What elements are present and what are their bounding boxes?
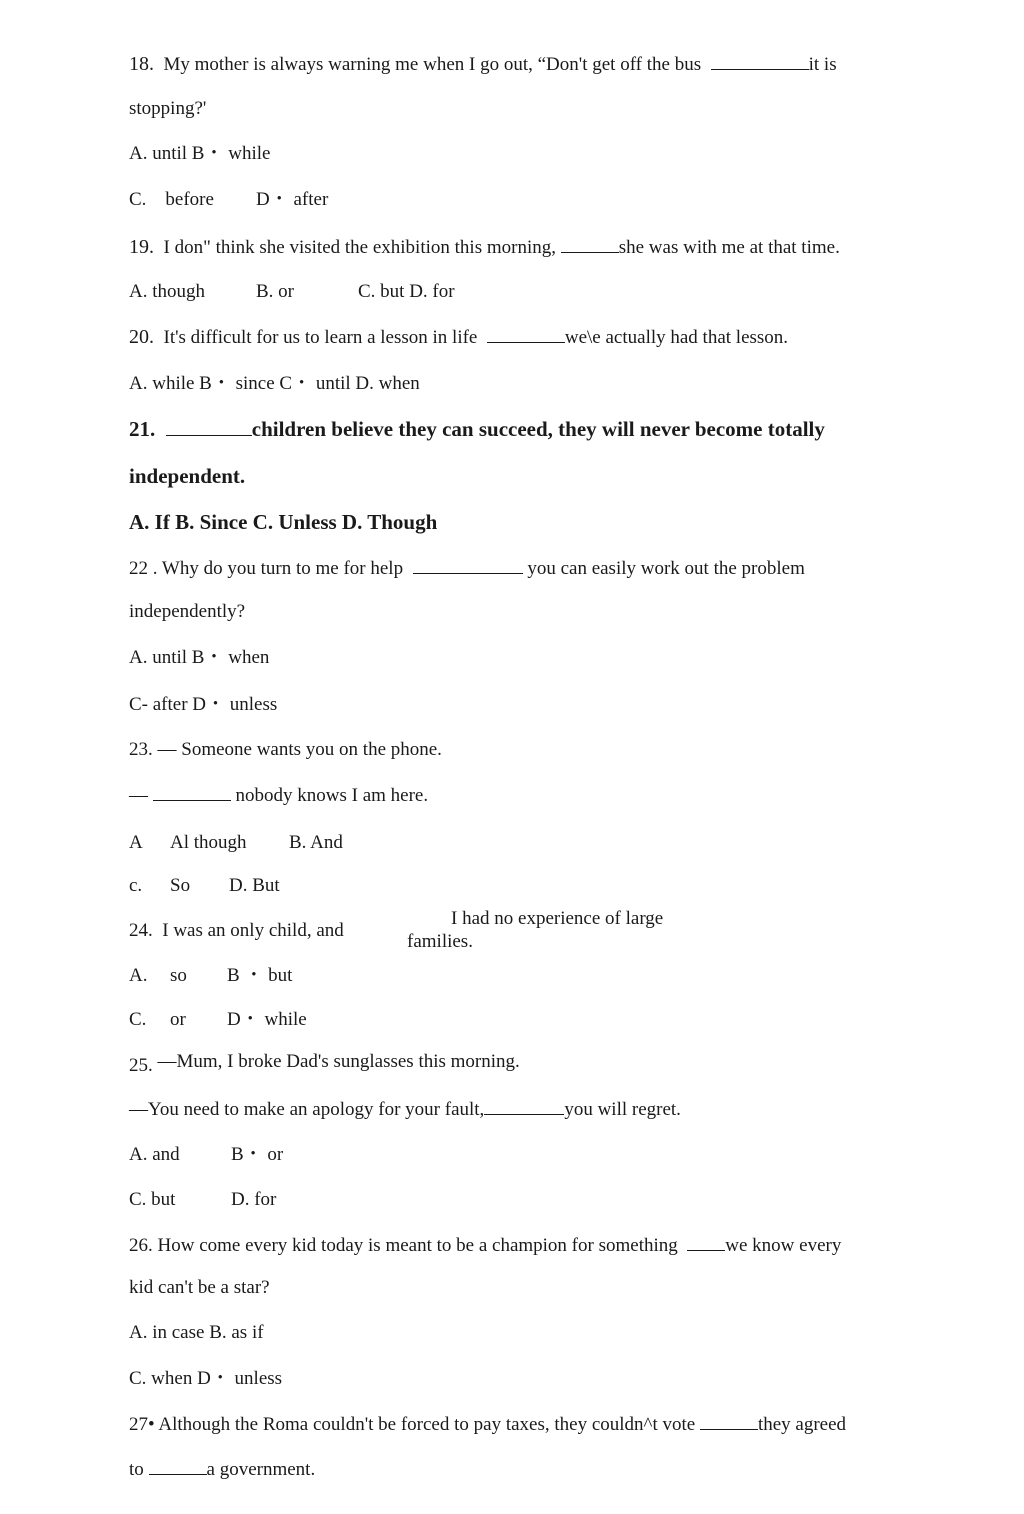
question-text: It's difficult for us to learn a lesson in life [163, 327, 478, 348]
answer-blank [487, 325, 565, 343]
question-text: you will regret. [564, 1099, 681, 1120]
question-26-options-1: A. in case B. as if [129, 1322, 264, 1343]
question-24-right-text-1: I had no experience of large [451, 908, 664, 929]
question-24-option-c-letter: C. [129, 1009, 147, 1030]
question-26-options-2: C. when D・ unless [129, 1368, 283, 1389]
question-text: she was with me at that time. [618, 237, 840, 258]
question-text: we know every [725, 1235, 842, 1256]
question-text: —Mum, I broke Dad's sunglasses this morning. [157, 1051, 520, 1072]
question-22-line-1 [129, 556, 805, 581]
question-23-option-a: Al though [170, 832, 247, 853]
question-18-line-1 [129, 52, 837, 77]
question-23-option-a-letter: A [129, 832, 143, 853]
question-text: Why do you turn to me for help [161, 558, 404, 579]
question-23-option-c-letter: c. [129, 875, 143, 896]
question-24-right-text-2: families. [407, 931, 473, 952]
question-text: children believe they can succeed, they will never become totally [251, 417, 825, 441]
question-23-option-b: B. And [289, 832, 343, 853]
question-22-line-2: independently? [129, 601, 246, 622]
question-25-option-c: C. but [129, 1189, 176, 1210]
question-25-line-1 [129, 1050, 520, 1074]
question-23-option-c: So [170, 875, 191, 896]
question-text: to [129, 1459, 144, 1480]
question-number: 18. [129, 53, 154, 75]
question-23-line-2 [129, 783, 428, 808]
question-21-line-1 [129, 417, 825, 441]
question-text: My mother is always warning me when I go out, “Don't get off the bus [163, 54, 702, 75]
question-20-line-1 [129, 325, 788, 350]
answer-blank [700, 1412, 758, 1430]
question-26-line-1 [129, 1233, 841, 1258]
question-text: I was an only child, and [162, 920, 344, 941]
question-18-option-c: C. before [129, 189, 214, 210]
question-text: a government. [206, 1459, 316, 1480]
answer-blank [711, 52, 809, 70]
answer-blank [413, 556, 523, 574]
question-23-option-d: D. But [229, 875, 280, 896]
question-number: 22 . [129, 558, 158, 579]
question-19-line-1 [129, 235, 840, 260]
answer-blank [166, 418, 252, 436]
question-number: 20. [129, 326, 154, 348]
question-27-line-1 [129, 1412, 846, 1437]
question-19-option-a: A. though [129, 281, 205, 302]
question-19-option-cd: C. but D. for [358, 281, 455, 302]
question-24-option-d: D・ while [227, 1009, 307, 1030]
question-25-line-2 [129, 1097, 681, 1122]
answer-blank [149, 1457, 207, 1475]
question-24-option-c: or [170, 1009, 186, 1030]
question-number: 26. [129, 1235, 153, 1256]
answer-blank [561, 235, 619, 253]
question-21-options: A. If B. Since C. Unless D. Though [129, 510, 438, 534]
question-text: we\e actually had that lesson. [564, 327, 789, 348]
question-25-option-d: D. for [231, 1189, 277, 1210]
question-text: they agreed [757, 1414, 847, 1435]
question-number: 23. [129, 739, 153, 760]
question-text: —You need to make an apology for your fault, [129, 1099, 485, 1120]
question-19-option-b: B. or [256, 281, 294, 302]
question-text: nobody knows I am here. [235, 785, 429, 806]
question-20-options: A. while B・ since C・ until D. when [129, 373, 420, 394]
question-number: 24. [129, 920, 153, 941]
question-text: How come every kid today is meant to be a champion for something [157, 1235, 678, 1256]
question-21-line-2: independent. [129, 464, 246, 488]
question-number: 25. [129, 1055, 153, 1076]
question-25-option-b: B・ or [231, 1144, 284, 1165]
question-text: I don" think she visited the exhibition this morning, [163, 237, 556, 258]
question-number: 21. [129, 417, 156, 441]
question-22-options-1: A. until B・ when [129, 647, 270, 668]
question-text: you can easily work out the problem [527, 558, 805, 579]
question-26-line-2: kid can't be a star? [129, 1277, 270, 1298]
question-24-line-1 [129, 919, 344, 943]
question-number: 19. [129, 236, 154, 258]
question-23-line-1 [129, 738, 442, 762]
question-18-line-2: stopping?' [129, 98, 207, 119]
question-18-option-d: D・ after [256, 189, 329, 210]
question-number: 27• [129, 1414, 155, 1435]
question-18-options-1: A. until B・ while [129, 143, 271, 164]
question-text: it is [808, 54, 837, 75]
question-25-option-a: A. and [129, 1144, 180, 1165]
question-24-option-a: so [170, 965, 187, 986]
question-text: Although the Roma couldn't be forced to pay taxes, they couldn^t vote [158, 1414, 696, 1435]
question-22-options-2: C- after D・ unless [129, 694, 278, 715]
answer-blank [687, 1233, 725, 1251]
answer-blank [153, 783, 231, 801]
question-24-option-a-letter: A. [129, 965, 148, 986]
question-text: — [129, 785, 148, 806]
question-24-option-b: B ・ but [227, 965, 293, 986]
answer-blank [484, 1097, 564, 1115]
question-27-line-2 [129, 1457, 315, 1482]
question-text: — Someone wants you on the phone. [157, 739, 442, 760]
